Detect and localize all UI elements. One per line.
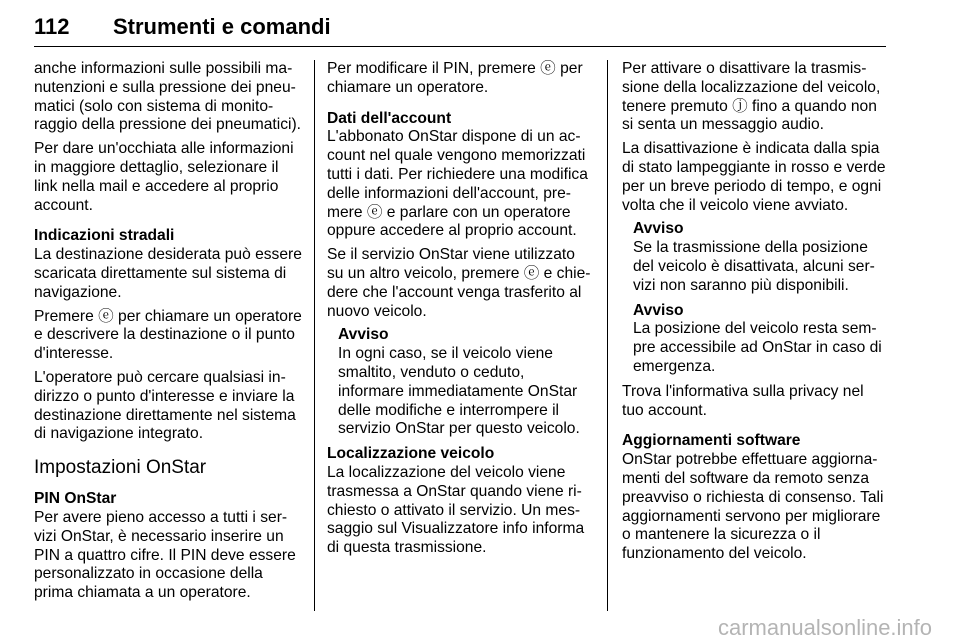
paragraph: La destinazione desiderata può essere scaricata direttamente sul sistema di navigazione. [34, 246, 302, 301]
note-text: In ogni caso, se il veicolo viene smaltito, venduto o ceduto, informare immediatamente OnStar delle modifiche e interrompere il servizio OnStar per questo veicolo. [338, 345, 580, 438]
chapter-title: Strumenti e comandi [113, 14, 331, 39]
note-text: Se la trasmissione della posizione del veicolo è disattivata, alcuni servizi non saranno più disponibili. [633, 239, 875, 294]
paragraph: Per dare un'occhiata alle informazioni in maggiore dettaglio, selezionare il link nella mail e accedere al proprio account. [34, 140, 294, 214]
paragraph: anche informazioni sulle possibili manutenzioni e sulla pressione dei pneumatici (solo con sistema di monitoraggio della pressione dei pneumatici). [34, 60, 301, 134]
subheading-navigation: Indicazioni stradali [34, 227, 175, 245]
paragraph: Trova l'informativa sulla privacy nel tuo account. [622, 382, 864, 419]
paragraph: La localizzazione del veicolo viene trasmessa a OnStar quando viene richiesto o attivato il servizio. Un messaggio sul Visualizzatore info informa di questa trasmissione. [327, 463, 585, 557]
column-right [622, 60, 888, 569]
subheading-software: Aggiornamenti software [622, 432, 801, 450]
paragraph: Per attivare o disattivare la trasmissione della localizzazione del veicolo, tenere premuto ⓙ fino a quando non si senta un messaggio audio. [622, 60, 881, 134]
section-title: Impostazioni OnStar [34, 457, 207, 479]
column-middle [327, 60, 593, 563]
note-title: Avviso [633, 220, 684, 238]
column-left [34, 60, 302, 608]
page-header [34, 6, 886, 47]
paragraph: OnStar potrebbe effettuare aggiornamenti del software da remoto senza preavviso o richiesta di consenso. Tali aggiornamenti servono per migliorare o mantenere la sicurezza o il funzionamento del veicolo. [622, 451, 884, 563]
paragraph: Per modificare il PIN, premere ⓔ per chiamare un operatore. [327, 60, 583, 96]
subheading-account: Dati dell'account [327, 109, 452, 127]
column-divider [607, 60, 608, 611]
note-box [633, 220, 888, 295]
paragraph: Se il servizio OnStar viene utilizzato su un altro veicolo, premere ⓔ e chiedere che l'account venga trasferito al nuovo veicolo. [327, 246, 591, 320]
page-number: 112 [34, 14, 70, 39]
paragraph: L'operatore può cercare qualsiasi indirizzo o punto d'interesse e inviare la destinazione direttamente nel sistema di navigazione integrato. [34, 368, 296, 443]
column-divider [314, 60, 315, 611]
paragraph: La disattivazione è indicata dalla spia di stato lampeggiante in rosso e verde per un breve periodo di tempo, e ogni volta che il veicolo viene avviato. [622, 140, 886, 214]
note-title: Avviso [633, 301, 684, 319]
paragraph: Premere ⓔ per chiamare un operatore e descrivere la destinazione o il punto d'interesse. [34, 307, 302, 363]
paragraph: L'abbonato OnStar dispone di un account nel quale vengono memorizzati tutti i dati. Per richiedere una modifica delle informazioni dell'account, premere ⓔ e parlare con un operatore oppure accedere al proprio account. [327, 128, 588, 240]
paragraph: Per avere pieno accesso a tutti i servizi OnStar, è necessario inserire un PIN a quattro cifre. Il PIN deve essere personalizzato in occasione della prima chiamata a un operatore. [34, 508, 296, 602]
subheading-pin: PIN OnStar [34, 490, 117, 508]
watermark-text: carmanualsonline.info [718, 615, 933, 640]
note-box [338, 326, 593, 439]
note-title: Avviso [338, 326, 389, 344]
subheading-location: Localizzazione veicolo [327, 445, 495, 463]
note-box [633, 302, 888, 377]
note-text: La posizione del veicolo resta sempre accessibile ad OnStar in caso di emergenza. [633, 320, 882, 375]
